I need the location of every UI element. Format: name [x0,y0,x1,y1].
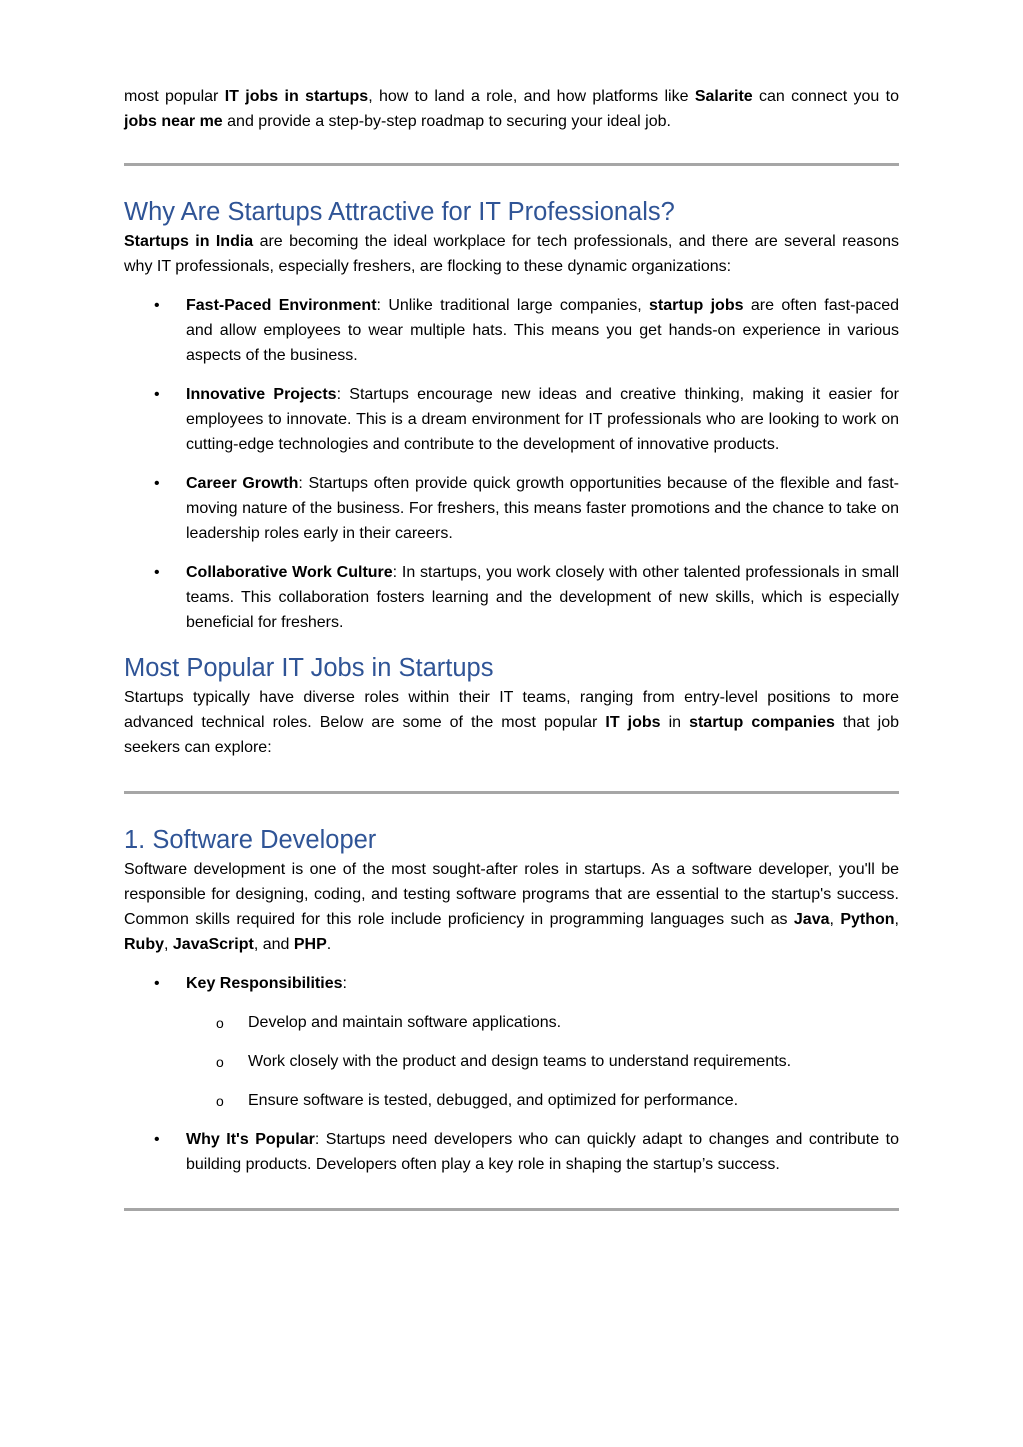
intro-bold-jobs-near-me: jobs near me [124,113,223,130]
separator: , and [253,936,294,953]
bullet-icon: • [154,386,160,403]
separator: , [164,936,173,953]
sub-list-item [124,1088,899,1113]
list-item [124,560,899,635]
list-item [124,293,899,368]
list-item-bold: startup jobs [649,297,744,314]
bullet-icon: • [154,1131,160,1148]
list-item [124,971,899,996]
lang-php: PHP [293,936,327,953]
popular-text: that job seekers can explore: [124,714,899,756]
lang-python: Python [840,911,895,928]
list-item-text [186,293,899,368]
popular-text: Startups typically have diverse roles within their IT teams, ranging from entry-level positions to more advanced technical roles. Below are some of the most popular [124,689,899,731]
list-item-label: Innovative Projects [186,386,337,403]
software-text: Software development is one of the most sought-after roles in startups. As a software developer, you'll be responsible for designing, coding, and testing software programs that are essential to the startup's success. Common skills required for this role include proficiency in programming languages such as [124,861,899,928]
bullet-icon: • [154,475,160,492]
list-item-body: : Startups encourage new ideas and creative thinking, making it easier for employees to innovate. This is a dream environment for IT professionals who are looking to work on cutting-edge technologies and contribute to the development of innovative products. [186,386,900,453]
popular-bold-it-jobs: IT jobs [605,714,661,731]
list-item-text [186,971,899,996]
list-item-label: Fast-Paced Environment [186,297,377,314]
popular-paragraph [124,685,899,760]
colon: : [342,975,347,992]
horizontal-rule [124,1208,899,1211]
why-list [124,293,899,635]
popular-heading: Most Popular IT Jobs in Startups [124,654,494,682]
why-paragraph [124,229,899,279]
separator: , [894,911,899,928]
circle-bullet-icon: o [216,1015,224,1031]
list-item [124,1127,899,1177]
intro-text: , how to land a role, and how platforms like [368,88,695,105]
horizontal-rule [124,791,899,794]
bullet-icon: • [154,564,160,581]
sub-list-item-text: Work closely with the product and design teams to understand requirements. [248,1053,792,1070]
software-paragraph [124,857,899,957]
list-item-body: : In startups, you work closely with other talented professionals in small teams. This collaboration fosters learning and the development of new skills, which is especially beneficial for freshers. [186,564,899,631]
intro-paragraph [124,84,899,134]
horizontal-rule [124,163,899,166]
intro-text: and provide a step-by-step roadmap to securing your ideal job. [222,113,671,130]
sub-list-item [124,1010,899,1035]
why-bold-startups-india: Startups in India [124,233,254,250]
list-item-label: Collaborative Work Culture [186,564,393,581]
period: . [326,936,332,953]
lang-javascript: JavaScript [172,936,254,953]
lang-ruby: Ruby [124,936,164,953]
sub-list-item [124,1049,899,1074]
list-item-body: are often fast-paced and allow employees to wear multiple hats. This means you get hands-on experience in various aspects of the business. [186,297,900,364]
list-item [124,382,899,457]
list-item-text [186,471,899,546]
list-item [124,471,899,546]
software-heading: 1. Software Developer [124,826,377,854]
document-page [124,84,899,1211]
list-item-body: : Startups need developers who can quickly adapt to changes and contribute to building products. Developers often play a key role in shaping the startup’s success. [186,1131,900,1173]
list-item-label: Career Growth [186,475,299,492]
circle-bullet-icon: o [216,1093,224,1109]
list-item-body: : Startups often provide quick growth opportunities because of the flexible and fast-moving nature of the business. For freshers, this means faster promotions and the chance to take on leadership roles early in their careers. [186,475,900,542]
bullet-icon: • [154,975,160,992]
lang-java: Java [793,911,830,928]
intro-text: can connect you to [752,88,900,105]
software-list [124,971,899,996]
list-item-body: : Unlike traditional large companies, [376,297,650,314]
circle-bullet-icon: o [216,1054,224,1070]
popular-text: in [660,714,690,731]
list-item-label: Key Responsibilities [186,975,343,992]
list-item-text [186,1127,899,1177]
why-heading: Why Are Startups Attractive for IT Professionals? [124,198,675,226]
intro-bold-it-jobs: IT jobs in startups [224,88,369,105]
popular-bold-startup-companies: startup companies [689,714,835,731]
responsibilities-list [124,1010,899,1113]
separator: , [829,911,841,928]
why-text: are becoming the ideal workplace for tech professionals, and there are several reasons why IT professionals, especially freshers, are flocking to these dynamic organizations: [124,233,900,275]
list-item-text [186,382,899,457]
list-item-text [186,560,899,635]
intro-text: most popular [124,88,225,105]
sub-list-item-text: Ensure software is tested, debugged, and optimized for performance. [248,1092,739,1109]
software-why-list [124,1127,899,1177]
bullet-icon: • [154,297,160,314]
intro-bold-salarite: Salarite [694,88,753,105]
list-item-label: Why It's Popular [186,1131,315,1148]
sub-list-item-text: Develop and maintain software applications. [248,1014,562,1031]
